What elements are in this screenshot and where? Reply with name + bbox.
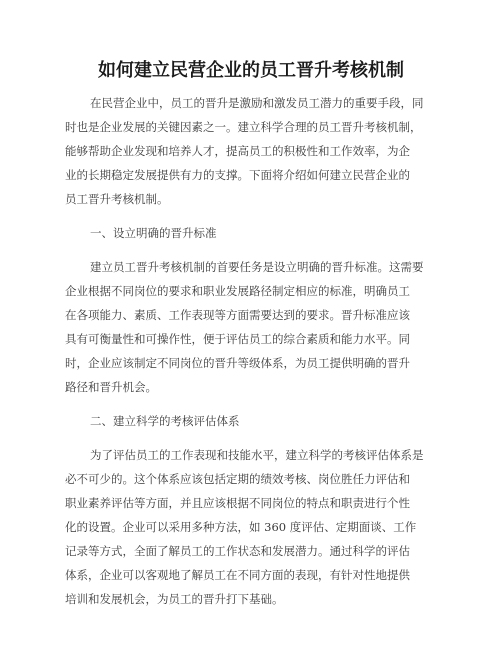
section-1-line-4: 具有可衡量性和可操作性，便于评估员工的综合素质和能力水平。同 (65, 332, 410, 346)
intro-line-1: 在民营企业中，员工的晋升是激励和激发员工潜力的重要手段，同 (90, 96, 424, 110)
section-1-heading: 一、设立明确的晋升标准 (90, 226, 217, 240)
intro-line-5: 员工晋升考核机制。 (65, 192, 169, 206)
section-1-line-5: 时，企业应该制定不同岗位的晋升等级体系，为员工提供明确的晋升 (65, 356, 410, 370)
intro-line-2: 时也是企业发展的关键因素之一。建立科学合理的员工晋升考核机制， (65, 120, 422, 134)
section-2-line-2: 必不可少的。这个体系应该包括定期的绩效考核、岗位胜任力评估和 (65, 472, 410, 486)
section-1-line-2: 企业根据不同岗位的要求和职业发展路径制定相应的标准，明确员工 (65, 284, 410, 298)
section-2-line-6: 体系，企业可以客观地了解员工在不同方面的表现，有针对性地提供 (65, 568, 410, 582)
section-1-line-1: 建立员工晋升考核机制的首要任务是设立明确的晋升标准。这需要 (90, 260, 424, 274)
intro-line-4: 业的长期稳定发展提供有力的支撑。下面将介绍如何建立民营企业的 (65, 168, 410, 182)
section-2-line-7: 培训和发展机会，为员工的晋升打下基础。 (65, 592, 284, 606)
section-1-line-6: 路径和晋升机会。 (65, 380, 157, 394)
section-2-heading: 二、建立科学的考核评估体系 (90, 414, 240, 428)
document-title: 如何建立民营企业的员工晋升考核机制 (98, 60, 404, 81)
section-2-line-1: 为了评估员工的工作表现和技能水平，建立科学的考核评估体系是 (90, 448, 424, 462)
section-2-line-4: 化的设置。企业可以采用多种方法，如 360 度评估、定期面谈、工作 (65, 520, 417, 534)
section-1-line-3: 在各项能力、素质、工作表现等方面需要达到的要求。晋升标准应该 (65, 308, 410, 322)
section-2-line-5: 记录等方式，全面了解员工的工作状态和发展潜力。通过科学的评估 (65, 544, 410, 558)
intro-line-3: 能够帮助企业发现和培养人才，提高员工的积极性和工作效率，为企 (65, 144, 410, 158)
section-2-line-3: 职业素养评估等方面，并且应该根据不同岗位的特点和职责进行个性 (65, 496, 410, 510)
